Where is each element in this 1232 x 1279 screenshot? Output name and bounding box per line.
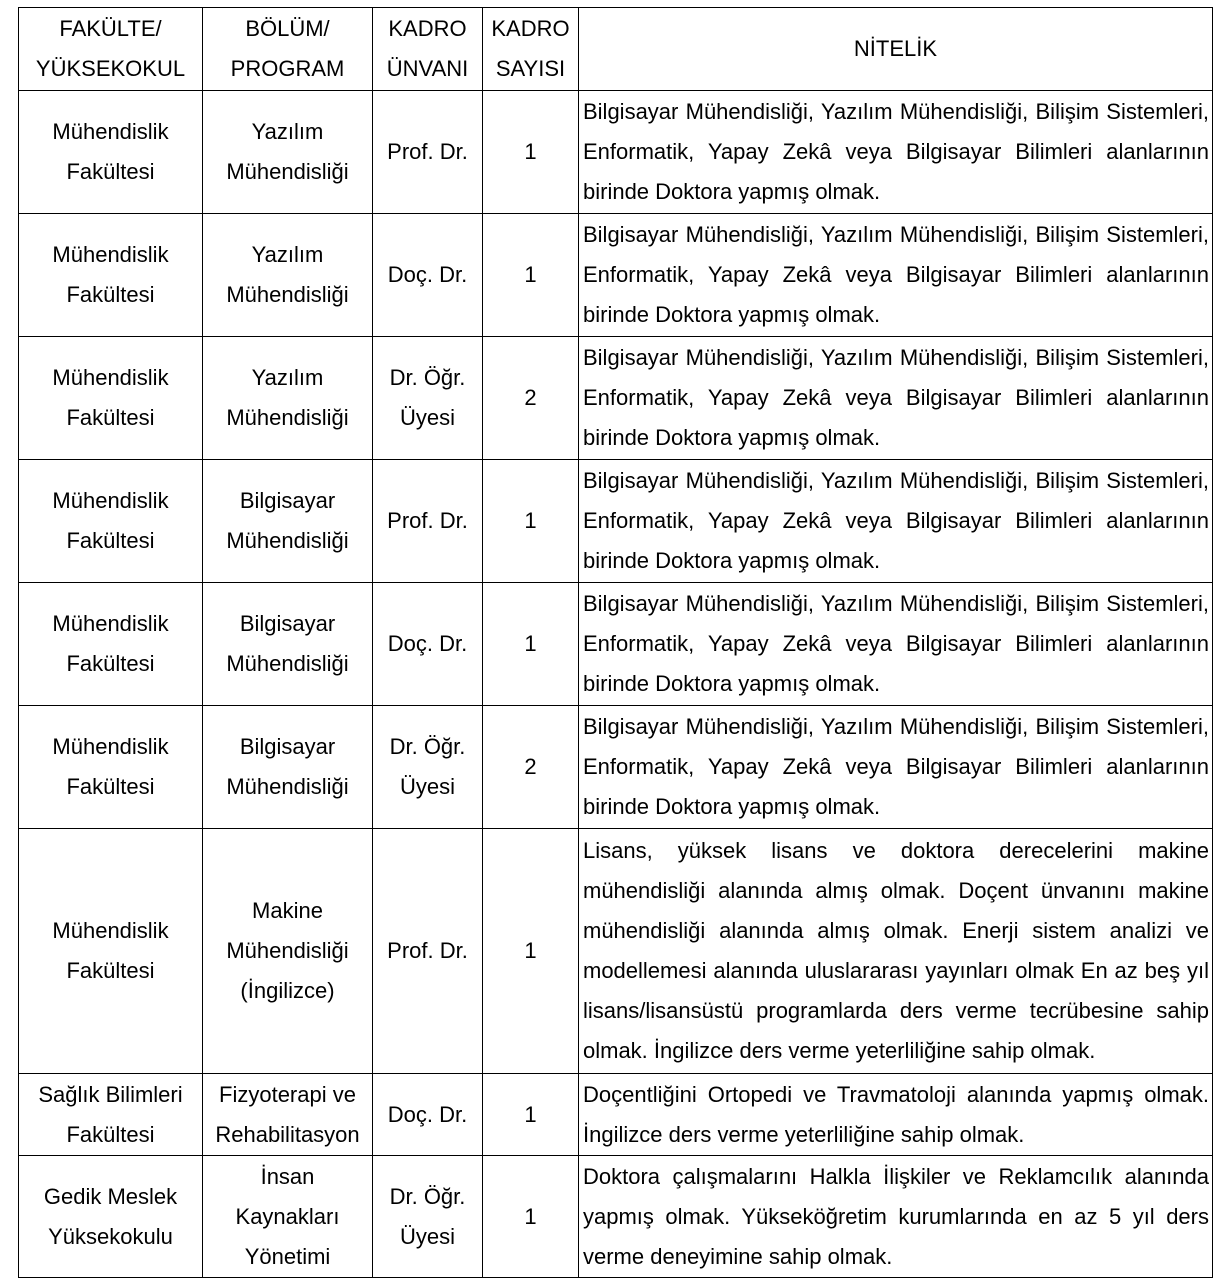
cell-title: Doç. Dr. bbox=[373, 583, 483, 706]
table-row bbox=[19, 1074, 1213, 1156]
cell-title: Prof. Dr. bbox=[373, 91, 483, 214]
positions-table bbox=[18, 7, 1213, 1278]
cell-title: Prof. Dr. bbox=[373, 460, 483, 583]
document-page bbox=[18, 7, 1213, 1278]
cell-qualification: Doçentliğini Ortopedi ve Travmatoloji alanında yapmış olmak. İngilizce ders verme yeterliliğine sahip olmak. bbox=[579, 1074, 1213, 1156]
table-row bbox=[19, 1156, 1213, 1278]
cell-count: 1 bbox=[483, 214, 579, 337]
cell-qualification: Bilgisayar Mühendisliği, Yazılım Mühendisliği, Bilişim Sistemleri, Enformatik, Yapay Zekâ veya Bilgisayar Bilimleri alanlarının birinde Doktora yapmış olmak. bbox=[579, 214, 1213, 337]
cell-count: 2 bbox=[483, 337, 579, 460]
cell-department: Fizyoterapi ve Rehabilitasyon bbox=[203, 1074, 373, 1156]
cell-qualification: Lisans, yüksek lisans ve doktora derecelerini makine mühendisliği alanında almış olmak. Doçent ünvanını makine mühendisliği alanında almış olmak. Enerji sistem analizi ve modellemesi alanında uluslararası yayınları olmak En az beş yıl lisans/lisansüstü programlarda ders verme tecrübesine sahip olmak. İngilizce ders verme yeterliliğine sahip olmak. bbox=[579, 829, 1213, 1074]
cell-department: Yazılım Mühendisliği bbox=[203, 91, 373, 214]
cell-count: 1 bbox=[483, 460, 579, 583]
cell-faculty: Mühendislik Fakültesi bbox=[19, 706, 203, 829]
header-count: KADRO SAYISI bbox=[483, 8, 579, 91]
cell-faculty: Sağlık Bilimleri Fakültesi bbox=[19, 1074, 203, 1156]
cell-qualification: Doktora çalışmalarını Halkla İlişkiler ve Reklamcılık alanında yapmış olmak. Yükseköğretim kurumlarında en az 5 yıl ders verme deneyimine sahip olmak. bbox=[579, 1156, 1213, 1278]
cell-faculty: Gedik Meslek Yüksekokulu bbox=[19, 1156, 203, 1278]
cell-department: Yazılım Mühendisliği bbox=[203, 337, 373, 460]
cell-department: İnsan Kaynakları Yönetimi bbox=[203, 1156, 373, 1278]
cell-title: Doç. Dr. bbox=[373, 214, 483, 337]
cell-department: Bilgisayar Mühendisliği bbox=[203, 460, 373, 583]
cell-qualification: Bilgisayar Mühendisliği, Yazılım Mühendisliği, Bilişim Sistemleri, Enformatik, Yapay Zekâ veya Bilgisayar Bilimleri alanlarının birinde Doktora yapmış olmak. bbox=[579, 583, 1213, 706]
cell-qualification: Bilgisayar Mühendisliği, Yazılım Mühendisliği, Bilişim Sistemleri, Enformatik, Yapay Zekâ veya Bilgisayar Bilimleri alanlarının birinde Doktora yapmış olmak. bbox=[579, 91, 1213, 214]
cell-title: Dr. Öğr. Üyesi bbox=[373, 1156, 483, 1278]
cell-title: Doç. Dr. bbox=[373, 1074, 483, 1156]
cell-faculty: Mühendislik Fakültesi bbox=[19, 583, 203, 706]
cell-count: 2 bbox=[483, 706, 579, 829]
cell-title: Prof. Dr. bbox=[373, 829, 483, 1074]
cell-faculty: Mühendislik Fakültesi bbox=[19, 91, 203, 214]
cell-count: 1 bbox=[483, 829, 579, 1074]
cell-qualification: Bilgisayar Mühendisliği, Yazılım Mühendisliği, Bilişim Sistemleri, Enformatik, Yapay Zekâ veya Bilgisayar Bilimleri alanlarının birinde Doktora yapmış olmak. bbox=[579, 337, 1213, 460]
cell-faculty: Mühendislik Fakültesi bbox=[19, 337, 203, 460]
table-row bbox=[19, 214, 1213, 337]
cell-department: Yazılım Mühendisliği bbox=[203, 214, 373, 337]
table-row bbox=[19, 829, 1213, 1074]
header-faculty: FAKÜLTE/ YÜKSEKOKUL bbox=[19, 8, 203, 91]
cell-title: Dr. Öğr. Üyesi bbox=[373, 337, 483, 460]
cell-department: Bilgisayar Mühendisliği bbox=[203, 706, 373, 829]
cell-department: Bilgisayar Mühendisliği bbox=[203, 583, 373, 706]
table-row bbox=[19, 460, 1213, 583]
table-row bbox=[19, 337, 1213, 460]
cell-count: 1 bbox=[483, 91, 579, 214]
header-department: BÖLÜM/ PROGRAM bbox=[203, 8, 373, 91]
cell-faculty: Mühendislik Fakültesi bbox=[19, 214, 203, 337]
cell-qualification: Bilgisayar Mühendisliği, Yazılım Mühendisliği, Bilişim Sistemleri, Enformatik, Yapay Zekâ veya Bilgisayar Bilimleri alanlarının birinde Doktora yapmış olmak. bbox=[579, 706, 1213, 829]
cell-qualification: Bilgisayar Mühendisliği, Yazılım Mühendisliği, Bilişim Sistemleri, Enformatik, Yapay Zekâ veya Bilgisayar Bilimleri alanlarının birinde Doktora yapmış olmak. bbox=[579, 460, 1213, 583]
cell-faculty: Mühendislik Fakültesi bbox=[19, 829, 203, 1074]
table-row bbox=[19, 706, 1213, 829]
table-row bbox=[19, 583, 1213, 706]
table-row bbox=[19, 91, 1213, 214]
cell-title: Dr. Öğr. Üyesi bbox=[373, 706, 483, 829]
cell-count: 1 bbox=[483, 583, 579, 706]
cell-department: Makine Mühendisliği (İngilizce) bbox=[203, 829, 373, 1074]
header-title: KADRO ÜNVANI bbox=[373, 8, 483, 91]
header-qualification: NİTELİK bbox=[579, 8, 1213, 91]
cell-count: 1 bbox=[483, 1156, 579, 1278]
cell-faculty: Mühendislik Fakültesi bbox=[19, 460, 203, 583]
cell-count: 1 bbox=[483, 1074, 579, 1156]
table-header-row bbox=[19, 8, 1213, 91]
